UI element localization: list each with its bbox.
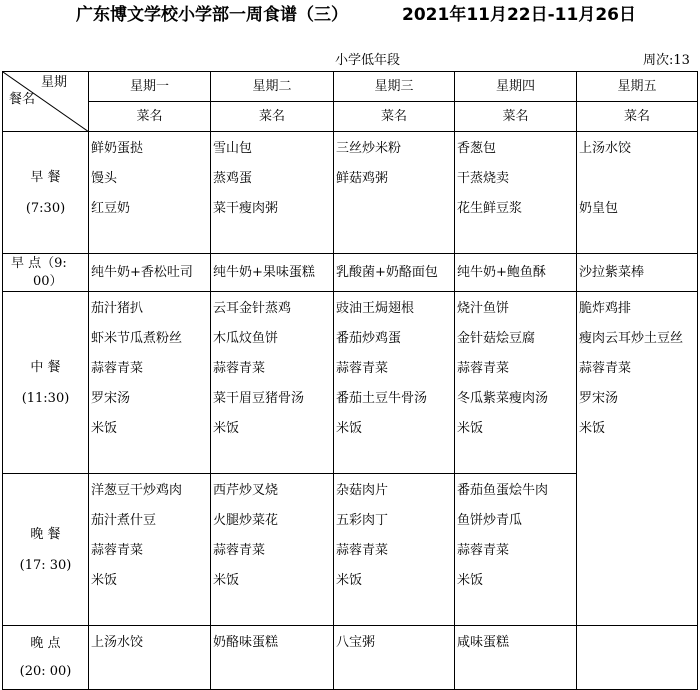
dish-item: 洋葱豆干炒鸡肉 (91, 483, 183, 498)
menu-cell (211, 132, 334, 254)
dish-item: 蒜蓉青菜 (579, 361, 632, 376)
dish-item: 米饭 (213, 573, 240, 588)
day-header: 星期三 (334, 72, 455, 102)
dish-item: 番茄土豆牛骨汤 (336, 391, 428, 406)
snack-cell: 乳酸菌+奶酪面包 (334, 254, 455, 292)
meal-dinner (3, 474, 89, 626)
corner-header (3, 72, 89, 132)
menu-cell (211, 292, 334, 474)
meal-morning-snack (3, 254, 89, 292)
menu-cell (89, 292, 211, 474)
snack-cell: 上汤水饺 (89, 626, 211, 690)
dish-item: 蒜蓉青菜 (457, 543, 510, 558)
dish-item: 火腿炒菜花 (213, 513, 279, 528)
dish-item: 木瓜炆鱼饼 (213, 331, 279, 346)
dish-item: 瘦肉云耳炒土豆丝 (579, 331, 684, 346)
menu-cell (455, 292, 577, 474)
snack-cell: 咸味蛋糕 (455, 626, 577, 690)
dish-item: 豉油王焗翅根 (336, 301, 415, 316)
meal-name: 早 点（9: (11, 255, 67, 271)
meal-time: (7:30) (25, 200, 66, 216)
meal-time: (17: 30) (19, 557, 72, 573)
menu-cell (334, 474, 455, 626)
dish-item: 米饭 (336, 573, 363, 588)
dish-item: 馒头 (91, 171, 118, 186)
dish-item: 西芹炒叉烧 (213, 483, 279, 498)
menu-cell (89, 474, 211, 626)
dish-item: 菜干瘦肉粥 (213, 201, 279, 216)
dish-item: 干蒸烧卖 (457, 171, 510, 186)
dish-item: 三丝炒米粉 (336, 141, 402, 156)
dish-item: 茄汁猪扒 (91, 301, 144, 316)
dish-item: 鱼饼炒青瓜 (457, 513, 523, 528)
snack-cell: 纯牛奶+香松吐司 (89, 254, 211, 292)
dish-item: 米饭 (91, 573, 118, 588)
meal-name: 晚 点 (30, 635, 61, 651)
dish-item: 米饭 (457, 421, 484, 436)
dish-item (579, 164, 697, 194)
dish-item: 鲜奶蛋挞 (91, 141, 144, 156)
dish-item: 番茄炒鸡蛋 (336, 331, 402, 346)
page-title (0, 0, 700, 26)
dish-header: 菜名 (211, 102, 334, 132)
dish-item: 蒜蓉青菜 (457, 361, 510, 376)
menu-cell (211, 474, 334, 626)
dish-item: 蒜蓉青菜 (213, 543, 266, 558)
dish-item: 烧汁鱼饼 (457, 301, 510, 316)
dish-item: 菜干眉豆猪骨汤 (213, 391, 305, 406)
day-header: 星期五 (577, 72, 698, 102)
date-range: 2021年11月22日-11月26日 (402, 5, 636, 25)
dish-item: 香葱包 (457, 141, 497, 156)
meal-time: 00） (33, 273, 63, 289)
dish-item: 蒜蓉青菜 (336, 543, 389, 558)
menu-cell (577, 132, 698, 254)
menu-table (2, 71, 698, 690)
meal-name: 中 餐 (30, 359, 61, 375)
dish-item: 冬瓜紫菜瘦肉汤 (457, 391, 549, 406)
menu-cell (455, 132, 577, 254)
dish-item: 雪山包 (213, 141, 253, 156)
dish-header: 菜名 (334, 102, 455, 132)
dish-item: 虾米节瓜煮粉丝 (91, 331, 183, 346)
dish-item: 米饭 (457, 573, 484, 588)
meal-lunch (3, 292, 89, 474)
dish-item: 花生鲜豆浆 (457, 201, 523, 216)
menu-cell (334, 292, 455, 474)
menu-cell (455, 474, 577, 626)
snack-cell: 沙拉紫菜棒 (577, 254, 698, 292)
dish-item: 罗宋汤 (579, 391, 619, 406)
meal-breakfast (3, 132, 89, 254)
corner-meal-label: 餐名 (9, 92, 36, 107)
dish-header: 菜名 (89, 102, 211, 132)
day-header: 星期四 (455, 72, 577, 102)
snack-cell (577, 626, 698, 690)
dish-item: 云耳金针蒸鸡 (213, 301, 292, 316)
day-header: 星期二 (211, 72, 334, 102)
grade-label: 小学低年段 (335, 53, 401, 68)
menu-cell (577, 292, 698, 474)
meal-name: 早 餐 (30, 169, 61, 185)
snack-cell: 纯牛奶+果味蛋糕 (211, 254, 334, 292)
dish-item: 茄汁煮什豆 (91, 513, 157, 528)
dish-item: 蒸鸡蛋 (213, 171, 253, 186)
menu-cell (334, 132, 455, 254)
dish-item: 米饭 (91, 421, 118, 436)
dish-item: 蒜蓉青菜 (91, 361, 144, 376)
corner-week-label: 星期 (41, 75, 68, 90)
dish-header: 菜名 (455, 102, 577, 132)
snack-cell: 纯牛奶+鲍鱼酥 (455, 254, 577, 292)
dish-item: 番茄鱼蛋烩牛肉 (457, 483, 549, 498)
dish-item: 蒜蓉青菜 (91, 543, 144, 558)
dish-item: 罗宋汤 (91, 391, 131, 406)
dish-item: 脆炸鸡排 (579, 301, 632, 316)
week-number: 周次:13 (643, 53, 690, 68)
meal-night-snack (3, 626, 89, 690)
dish-item: 红豆奶 (91, 201, 131, 216)
meal-time: (11:30) (21, 390, 70, 406)
dish-item: 五彩肉丁 (336, 513, 389, 528)
day-header: 星期一 (89, 72, 211, 102)
dish-item: 蒜蓉青菜 (213, 361, 266, 376)
dish-item: 米饭 (336, 421, 363, 436)
meal-time: (20: 00) (19, 663, 72, 679)
dish-item: 米饭 (579, 421, 606, 436)
dish-item: 米饭 (213, 421, 240, 436)
dish-item: 蒜蓉青菜 (336, 361, 389, 376)
menu-cell-empty (577, 474, 698, 626)
snack-cell: 八宝粥 (334, 626, 455, 690)
dish-header: 菜名 (577, 102, 698, 132)
dish-item: 奶皇包 (579, 201, 619, 216)
dish-item: 上汤水饺 (579, 141, 632, 156)
dish-item: 杂菇肉片 (336, 483, 389, 498)
snack-cell: 奶酪味蛋糕 (211, 626, 334, 690)
menu-cell (89, 132, 211, 254)
dish-item: 鲜菇鸡粥 (336, 171, 389, 186)
meal-name: 晚 餐 (30, 526, 61, 542)
dish-item: 金针菇烩豆腐 (457, 331, 536, 346)
menu-title: 广东博文学校小学部一周食谱（三） (76, 5, 348, 25)
